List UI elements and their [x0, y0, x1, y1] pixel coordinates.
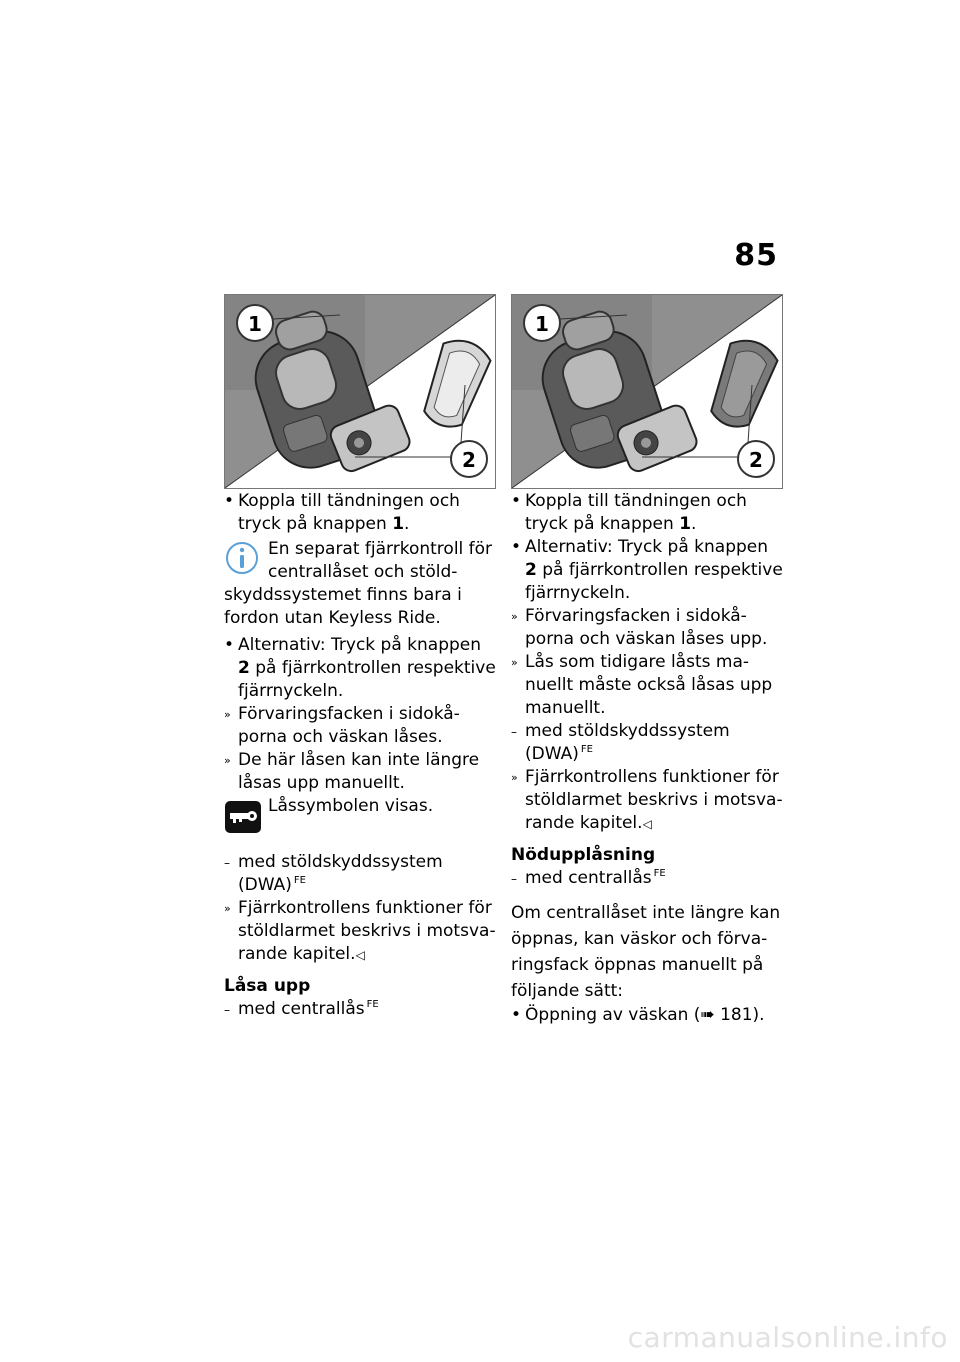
dash-icon	[511, 720, 525, 744]
condition-item: – med stöldskyddssystem (DWA) $^{FE}$	[224, 851, 496, 897]
list-item: • Öppning av väskan (➠ 181).	[511, 1004, 783, 1027]
note-text: Låssymbolen visas.	[268, 796, 434, 816]
info-note	[224, 538, 496, 630]
condition-item: – med stöldskyddssystem (DWA) $^{FE}$	[511, 720, 783, 766]
dash-icon	[511, 867, 525, 891]
note-text: En separat fjärrkontroll för centrallåset och stöldskyddssystemet finns bara i fordon utan Keyless Ride.	[224, 539, 493, 628]
dash-icon	[224, 998, 238, 1022]
handlebar-remote-illustration	[225, 295, 495, 488]
result-item: » Förvaringsfacken i sidokåporna och väskan låses upp.	[511, 605, 783, 651]
figure-label-2: 2	[749, 448, 763, 472]
figure-label-1: 1	[535, 312, 549, 336]
result-item: » Fjärrkontrollens funktioner för stöldlarmet beskrivs i motsvarande kapitel.◁	[511, 766, 783, 836]
result-item: » De här låsen kan inte längre låsas upp manuellt.	[224, 749, 496, 795]
page-ref-link[interactable]: 181).	[714, 1005, 765, 1025]
watermark: carmanualsonline.info	[627, 1321, 948, 1354]
condition-item: – med centrallås $^{FE}$	[224, 998, 496, 1021]
bullet-icon	[511, 536, 525, 559]
lock-symbol-note	[224, 795, 496, 841]
bullet-icon	[511, 490, 525, 513]
list-item: • Koppla till tändningen och tryck på knappen 1.	[511, 490, 783, 536]
handlebar-remote-illustration	[512, 295, 782, 488]
end-triangle-icon: ◁	[355, 948, 365, 962]
list-item: • Alternativ: Tryck på knappen 2 på fjärrkontrollen respektive fjärrnyckeln.	[224, 634, 496, 703]
result-icon	[224, 703, 238, 726]
list-item: • Koppla till tändningen och tryck på knappen 1.	[224, 490, 496, 536]
end-triangle-icon: ◁	[642, 817, 652, 831]
result-icon	[511, 766, 525, 789]
dash-icon	[224, 851, 238, 875]
key-ref: 2	[238, 658, 250, 678]
page-number: 85	[734, 238, 778, 273]
section-heading: Nödupplåsning	[511, 845, 656, 865]
illustration-left	[224, 294, 496, 489]
bullet-icon	[224, 490, 238, 513]
result-icon	[224, 897, 238, 920]
left-column	[224, 490, 496, 1021]
right-column	[511, 490, 783, 1027]
paragraph: Om centrallåset inte längre kan öppnas, kan väskor och förvaringsfack öppnas manuellt på följande sätt:	[511, 903, 781, 1001]
section-heading: Låsa upp	[224, 976, 311, 996]
result-item: » Förvaringsfacken i sidokåporna och väskan låses.	[224, 703, 496, 749]
result-item: » Fjärrkontrollens funktioner för stöldlarmet beskrivs i motsvarande kapitel.◁	[224, 897, 496, 967]
lock-key-icon	[224, 795, 264, 841]
key-ref: 1	[392, 514, 405, 534]
result-icon	[511, 651, 525, 674]
figure-label-1: 1	[248, 312, 262, 336]
result-item: » Lås som tidigare låsts manuellt måste också låsas upp manuellt.	[511, 651, 783, 720]
list-item: • Alternativ: Tryck på knappen 2 på fjärrkontrollen respektive fjärrnyckeln.	[511, 536, 783, 605]
result-icon	[511, 605, 525, 628]
result-icon	[224, 749, 238, 772]
condition-item: – med centrallås $^{FE}$	[511, 867, 783, 890]
bullet-icon	[511, 1004, 525, 1027]
figure-label-2: 2	[462, 448, 476, 472]
bullet-icon	[224, 634, 238, 657]
info-icon	[224, 538, 264, 584]
key-ref: 1	[679, 514, 692, 534]
page-ref-arrow-icon: ➠	[700, 1005, 715, 1025]
illustration-right	[511, 294, 783, 489]
key-ref: 2	[525, 560, 537, 580]
